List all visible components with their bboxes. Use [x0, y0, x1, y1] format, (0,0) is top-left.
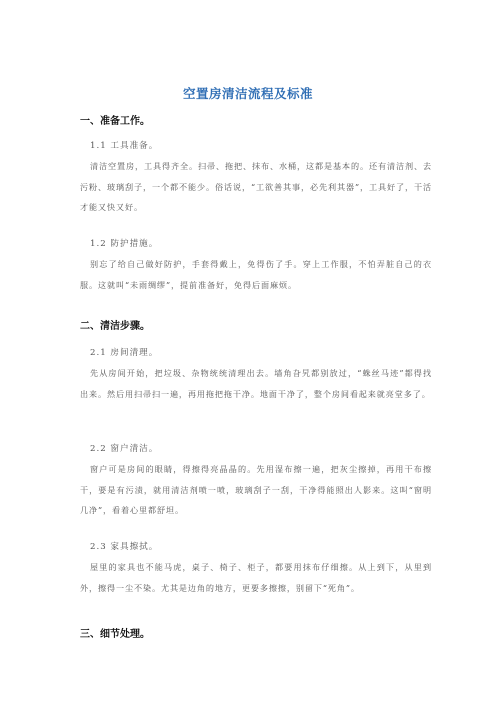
- paragraph-furniture: 屋里的家具也不能马虎，桌子、椅子、柜子，都要用抹布仔细擦。从上到下，从里到外，擦得一尘不染。尤其是边角的地方，更要多擦擦，别留下“死角”。: [80, 562, 432, 593]
- section-heading-details: 三、细节处理。: [80, 629, 150, 640]
- subsection-heading-tools: 1.1 工具准备。: [90, 141, 159, 151]
- subsection-heading-furniture: 2.3 家具擦拭。: [90, 542, 159, 552]
- section-heading-preparation: 一、准备工作。: [80, 116, 150, 127]
- paragraph-tools: 清洁空置房，工具得齐全。扫帚、拖把、抹布、水桶，这都是基本的。还有清洁剂、去污粉、玻璃刮子，一个都不能少。俗话说，“工欲善其事，必先利其器”，工具好了，干活才能又快又好。: [80, 161, 432, 212]
- paragraph-room: 先从房间开始，把垃圾、杂物统统清理出去。墙角旮旯都别放过，“蛛丝马迹”都得找出来。然后用扫帚扫一遍，再用拖把拖干净。地面干净了，整个房间看起来就亮堂多了。: [80, 368, 432, 399]
- subsection-heading-windows: 2.2 窗户清洁。: [90, 444, 159, 454]
- document-title: 空置房清洁流程及标准: [182, 86, 313, 101]
- section-heading-steps: 二、清洁步骤。: [80, 321, 150, 332]
- paragraph-protection: 别忘了给自己做好防护，手套得戴上，免得伤了手。穿上工作服，不怕弄脏自己的衣服。这就叫“未雨绸缪”，提前准备好，免得后面麻烦。: [80, 259, 432, 290]
- subsection-heading-room: 2.1 房间清理。: [90, 348, 159, 358]
- subsection-heading-protection: 1.2 防护措施。: [90, 239, 159, 249]
- paragraph-windows: 窗户可是房间的眼睛，得擦得亮晶晶的。先用湿布擦一遍，把灰尘擦掉，再用干布擦干，要是有污渍，就用清洁剂喷一喷，玻璃刮子一刮，干净得能照出人影来。这叫“窗明几净”，看着心里都舒坦。: [80, 464, 432, 515]
